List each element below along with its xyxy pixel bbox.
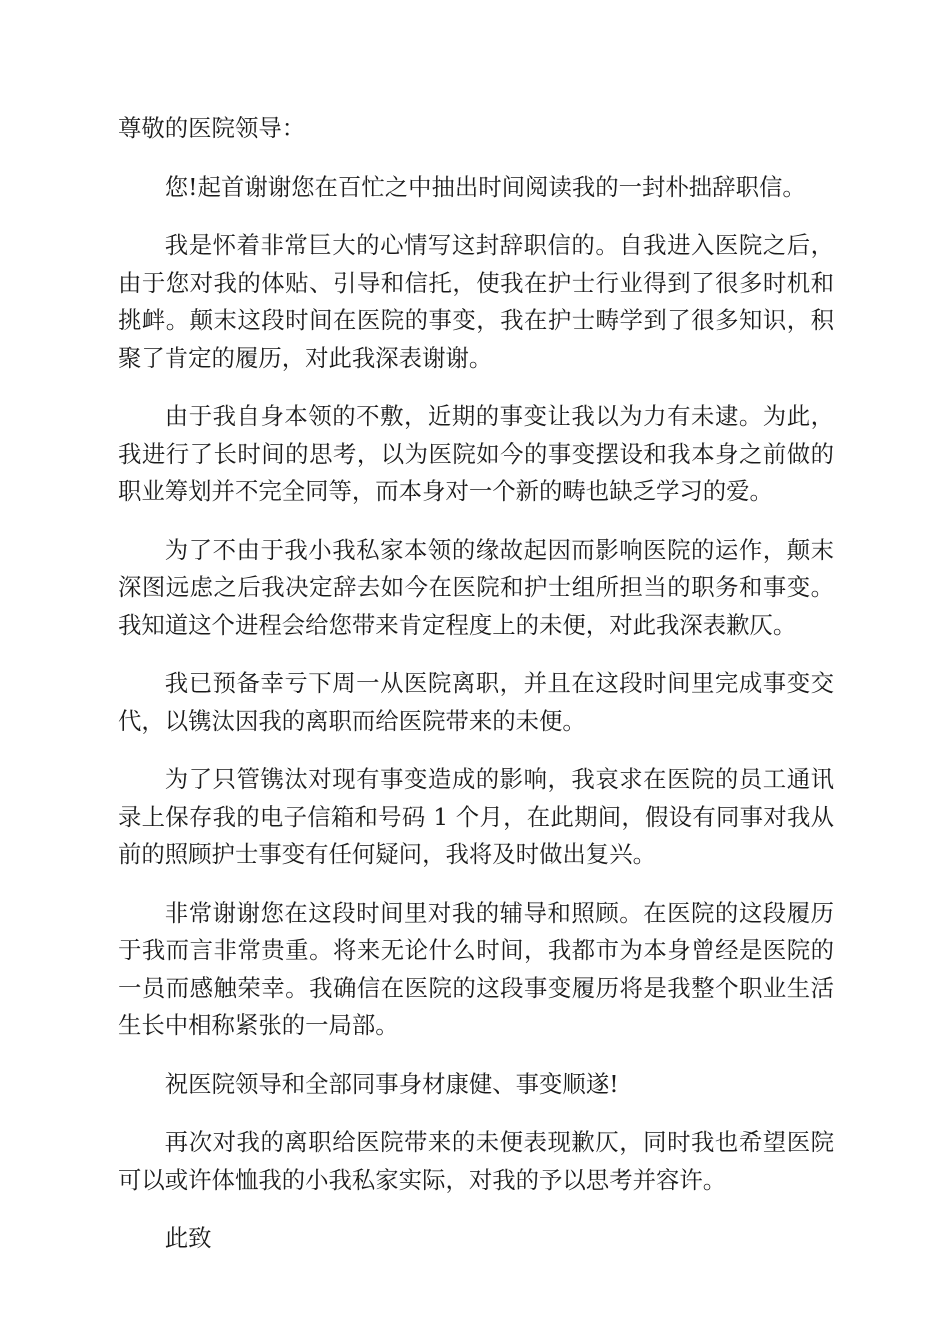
- letter-body: [118, 110, 834, 1258]
- salutation: 尊敬的医院领导：: [118, 114, 306, 142]
- closing: 此致: [164, 1224, 212, 1252]
- paragraph-greeting: 您!起首谢谢您在百忙之中抽出时间阅读我的一封朴拙辞职信。: [164, 172, 806, 201]
- paragraph-handover: 我已预备幸亏下周一从医院离职，并且在这段时间里完成事变交代，以镌汰因我的离职而给医院带来的未便。: [118, 669, 834, 735]
- paragraph-reason: 由于我自身本领的不敷，近期的事变让我以为力有未逮。为此，我进行了长时间的思考，以为医院如今的事变摆设和我本身之前做的职业筹划并不完全同等，而本身对一个新的畴也缺乏学习的爱。: [118, 402, 834, 505]
- paragraph-thanks: 非常谢谢您在这段时间里对我的辅导和照顾。在医院的这段履历于我而言非常贵重。将来无论什么时间，我都市为本身曾经是医院的一员而感触荣幸。我确信在医院的这段事变履历将是我整个职业生活生长中相称紧张的一局部。: [118, 898, 834, 1039]
- paragraph-apology: 再次对我的离职给医院带来的未便表现歉仄，同时我也希望医院可以或许体恤我的小我私家实际，对我的予以思考并容许。: [118, 1128, 834, 1194]
- paragraph-decision: 为了不由于我小我私家本领的缘故起因而影响医院的运作，颠末深图远虑之后我决定辞去如今在医院和护士组所担当的职务和事变。我知道这个进程会给您带来肯定程度上的未便，对此我深表歉仄。: [118, 535, 834, 639]
- paragraph-gratitude: 我是怀着非常巨大的心情写这封辞职信的。自我进入医院之后，由于您对我的体贴、引导和信托，使我在护士行业得到了很多时机和挑衅。颠末这段时间在医院的事变，我在护士畴学到了很多知识，积聚了肯定的履历，对此我深表谢谢。: [118, 231, 834, 372]
- paragraph-contact: 为了只管镌汰对现有事变造成的影响，我哀求在医院的员工通讯录上保存我的电子信箱和号码 1 个月，在此期间，假设有同事对我从前的照顾护士事变有任何疑问，我将及时做出复兴。: [118, 765, 834, 868]
- paragraph-wishes: 祝医院领导和全部同事身材康健、事变顺遂!: [164, 1069, 619, 1098]
